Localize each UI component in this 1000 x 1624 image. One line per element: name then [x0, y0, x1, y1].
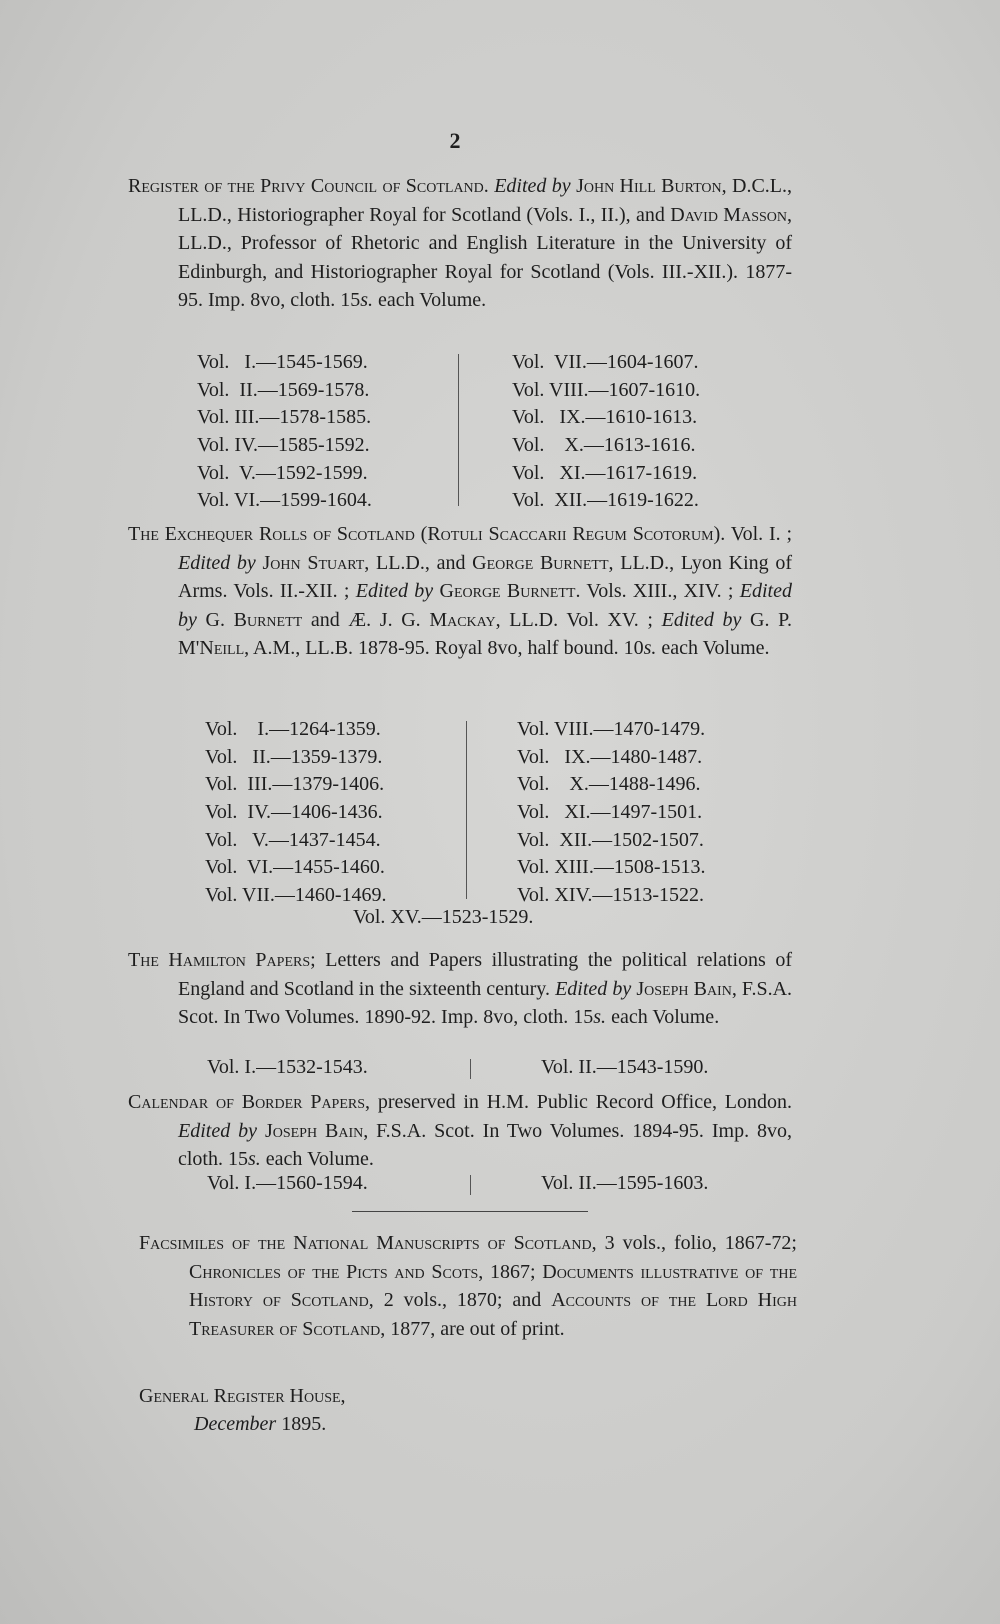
entry-text: , F.S.A. Scot. In Two Volumes. 1894-95. Imp. 8vo, cloth. 15 — [178, 1119, 792, 1170]
editor-name: George Burnett — [472, 551, 609, 574]
volume-item: Vol. VIII.—1607-1610. — [512, 378, 701, 401]
edited-by: Edited by — [178, 1119, 258, 1142]
entry-title: Calendar of Border Papers — [128, 1091, 366, 1113]
edited-by: Edited by — [661, 608, 742, 631]
volume-item: Vol. V.—1437-1454. — [205, 828, 381, 851]
volume-column-left — [205, 716, 386, 910]
editor-name: G. P. M'Neill — [178, 608, 793, 659]
volume-item: Vol. XI.—1617-1619. — [512, 461, 698, 484]
volume-column-right — [517, 716, 706, 910]
entry-text: , 2 vols., 1870; and — [368, 1289, 552, 1311]
entry-exchequer-rolls — [128, 520, 792, 663]
volume-item: Vol. II.—1569-1578. — [197, 378, 370, 401]
editor-name: George Burnett. — [439, 580, 581, 602]
shillings: s. — [643, 637, 657, 659]
volume-item: Vol. VI.—1455-1460. — [205, 856, 385, 879]
date-year: 1895. — [276, 1413, 327, 1435]
volume-column-right — [512, 349, 700, 515]
shillings: s. — [248, 1148, 261, 1170]
volume-item: Vol. VII.—1460-1469. — [205, 884, 387, 907]
entry-text: Vol. I. ; — [725, 523, 792, 545]
volume-item: Vol. XIII.—1508-1513. — [517, 856, 706, 879]
entry-text: , LL.D., Professor of Rhetoric and English Literature in the University of Edinburgh, and Historiographer Royal for Scotland (Vols. III.-XII.). 1877-95. Imp. 8vo, cloth. 15 — [178, 203, 792, 311]
volume-item: Vol. VIII.—1470-1479. — [517, 718, 706, 740]
editor-name: John Stuart — [262, 551, 365, 574]
entry-text: Vols. XIII., XIV. ; — [580, 580, 740, 602]
volume-item: Vol. IV.—1585-1592. — [197, 434, 370, 457]
volume-item: Vol. III.—1578-1585. — [197, 406, 372, 429]
edited-by: Edited by — [178, 551, 256, 574]
shillings: s. — [593, 1006, 607, 1028]
work-title: Chronicles of the Picts and Scots — [189, 1260, 479, 1283]
entry-text: each Volume. — [373, 289, 487, 311]
volume-item: Vol. IX.—1480-1487. — [517, 745, 703, 768]
column-divider — [470, 1175, 471, 1195]
date-line — [139, 1410, 346, 1438]
volume-item: Vol. VII.—1604-1607. — [512, 351, 699, 373]
volume-item: Vol. XIV.—1513-1522. — [517, 884, 705, 907]
border-vol-1: Vol. I.—1560-1594. — [207, 1172, 368, 1194]
entry-text: , 1877, are out of print. — [380, 1317, 565, 1340]
entry-title: The Hamilton Papers — [128, 949, 311, 971]
entry-text: , preserved in H.M. Public Record Office, London. — [365, 1091, 792, 1113]
volume-item: Vol. II.—1359-1379. — [205, 745, 383, 768]
entry-title: Register of the Privy Council of Scotland. — [128, 175, 489, 197]
date-month: December — [194, 1413, 277, 1435]
entry-text: , 3 vols., folio, 1867-72; — [591, 1232, 797, 1254]
column-divider — [458, 354, 459, 506]
entry-text: , LL.D., and — [364, 551, 473, 574]
entry-text: , A.M., LL.B. 1878-95. Royal 8vo, half bound. 10 — [244, 637, 644, 659]
entry-title: The Exchequer Rolls of Scotland (Rotuli Scaccarii Regum Scotorum). — [128, 523, 726, 545]
volume-item: Vol. III.—1379-1406. — [205, 773, 385, 796]
section-rule — [352, 1211, 588, 1212]
work-title: Facsimiles of the National Manuscripts of Scotland — [139, 1232, 592, 1254]
volume-item: Vol. IV.—1406-1436. — [205, 801, 383, 824]
work-title: Documents illustrative of the History of Scotland — [189, 1260, 797, 1311]
entry-text: , LL.D. Vol. XV. ; — [495, 608, 662, 631]
editor-name: Æ. J. G. Mackay — [348, 608, 496, 631]
volume-item: Vol. XII.—1619-1622. — [512, 489, 699, 512]
editor-name: David Masson — [670, 203, 787, 226]
editor-name: Joseph Bain — [636, 977, 732, 1000]
entry-text: , LL.D., Lyon King of Arms. Vols. II.-XII. ; — [178, 551, 792, 602]
volume-item: Vol. IX.—1610-1613. — [512, 406, 698, 429]
entry-text: each Volume. — [606, 1006, 720, 1028]
page-number: 2 — [449, 128, 461, 153]
entry-privy-council — [128, 172, 792, 315]
editor-name: Joseph Bain — [264, 1119, 364, 1142]
volume-xv: Vol. XV.—1523-1529. — [353, 906, 534, 928]
column-divider — [466, 721, 467, 899]
entry-text: , F.S.A. Scot. In Two Volumes. 1890-92. Imp. 8vo, cloth. 15 — [178, 977, 793, 1028]
volume-item: Vol. V.—1592-1599. — [197, 461, 368, 484]
volume-item: Vol. X.—1613-1616. — [512, 434, 696, 457]
editor-name: John Hill Burton — [576, 175, 722, 197]
signature-block — [139, 1382, 346, 1438]
edited-by: Edited by — [355, 580, 434, 602]
entry-text: and — [302, 608, 349, 631]
place-line: General Register House, — [139, 1385, 346, 1407]
entry-text: each Volume. — [656, 637, 770, 659]
entry-border-papers — [128, 1088, 792, 1174]
edited-by: Edited by — [494, 175, 571, 197]
entry-text: each Volume. — [260, 1148, 374, 1170]
volume-item: Vol. XII.—1502-1507. — [517, 828, 704, 851]
hamilton-vol-1: Vol. I.—1532-1543. — [207, 1056, 368, 1078]
volume-item: Vol. I.—1264-1359. — [205, 718, 381, 740]
work-title: Accounts of the Lord High Treasurer of Scotland — [189, 1289, 797, 1340]
column-divider — [470, 1059, 471, 1079]
hamilton-vol-2: Vol. II.—1543-1590. — [541, 1056, 709, 1078]
volume-item: Vol. I.—1545-1569. — [197, 351, 368, 373]
border-vol-2: Vol. II.—1595-1603. — [541, 1172, 709, 1194]
entry-text: , D.C.L., LL.D., Historiographer Royal for Scotland (Vols. I., II.), and — [178, 175, 793, 226]
volume-column-left — [197, 349, 372, 515]
edited-by: Edited by — [555, 977, 632, 1000]
volume-item: Vol. X.—1488-1496. — [517, 773, 701, 796]
entry-hamilton-papers — [128, 946, 792, 1032]
volume-item: Vol. VI.—1599-1604. — [197, 489, 372, 512]
editor-name: G. Burnett — [205, 608, 303, 631]
entry-text: , 1867; — [478, 1260, 543, 1283]
volume-item: Vol. XI.—1497-1501. — [517, 801, 703, 824]
entry-out-of-print — [139, 1229, 797, 1343]
shillings: s. — [360, 289, 374, 311]
entry-text: ; Letters and Papers illustrating the political relations of England and Scotland in the sixteenth century. — [178, 949, 792, 1000]
edited-by: Edited by — [178, 580, 792, 631]
